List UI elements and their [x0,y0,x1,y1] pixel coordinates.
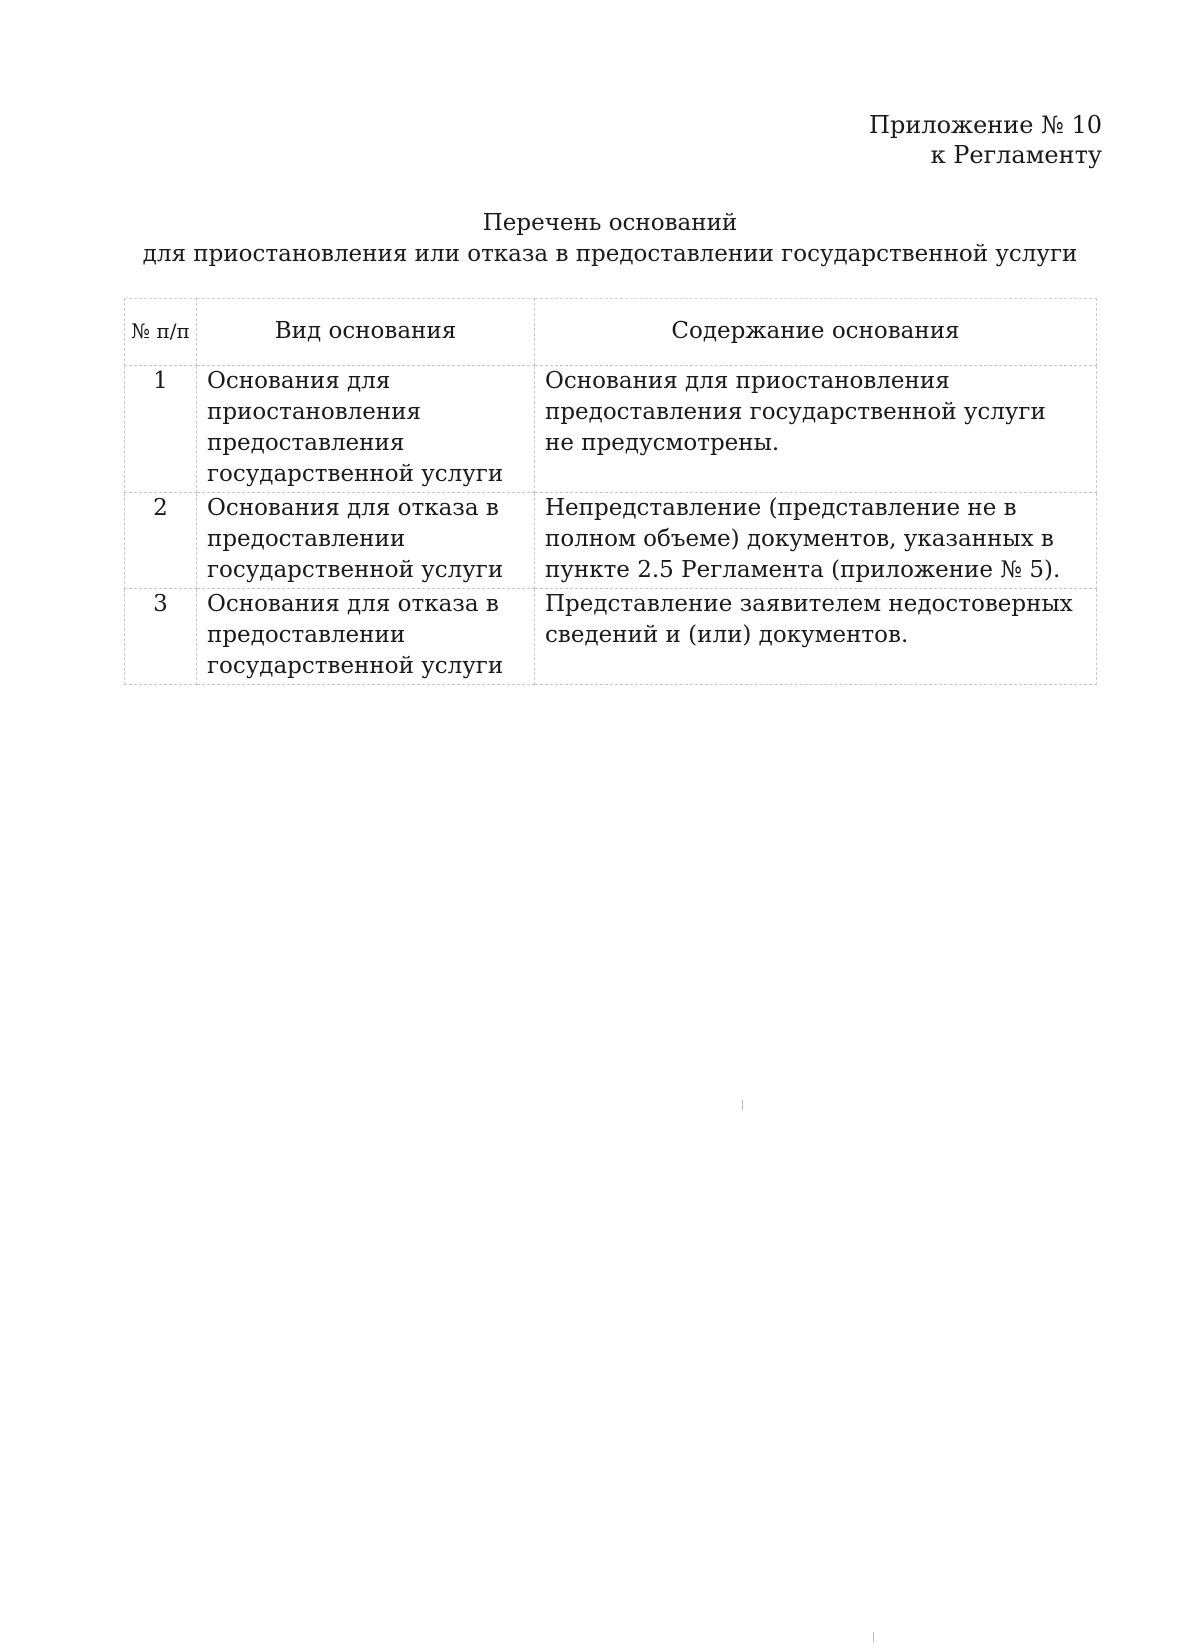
row-number: 2 [125,493,197,589]
table-row [125,366,1097,493]
row-kind-text: Основания для отказа в предоставлении государственной услуги [207,591,504,679]
document-title [120,208,1100,270]
row-kind [197,493,535,589]
grounds-table-container [124,298,1096,685]
row-number: 1 [125,366,197,493]
grounds-table [124,298,1097,685]
row-content-text: Основания для приостановления предоставления государственной услуги не предусмотрены. [545,368,1046,456]
appendix-header [869,110,1102,170]
scan-speck [742,1100,743,1110]
row-number: 3 [125,589,197,685]
table-header-row [125,299,1097,366]
table-row [125,493,1097,589]
row-content [535,589,1097,685]
row-kind [197,366,535,493]
appendix-reference: к Регламенту [930,141,1102,169]
row-content [535,366,1097,493]
header-number: № п/п [125,299,197,366]
appendix-number: Приложение № 10 [869,111,1102,139]
row-kind-text: Основания для отказа в предоставлении государственной услуги [207,495,504,583]
header-content: Содержание основания [535,299,1097,366]
row-kind [197,589,535,685]
document-title-line-2: для приостановления или отказа в предоставлении государственной услуги [142,241,1078,267]
row-content-text: Непредставление (представление не в полном объеме) документов, указанных в пункте 2.5 Регламента (приложение № 5). [545,495,1061,583]
header-kind: Вид основания [197,299,535,366]
scan-speck [873,1632,874,1642]
row-kind-text: Основания для приостановления предоставления государственной услуги [207,368,504,487]
table-row [125,589,1097,685]
row-content [535,493,1097,589]
row-content-text: Представление заявителем недостоверных сведений и (или) документов. [545,591,1073,648]
document-title-line-1: Перечень оснований [482,210,738,236]
